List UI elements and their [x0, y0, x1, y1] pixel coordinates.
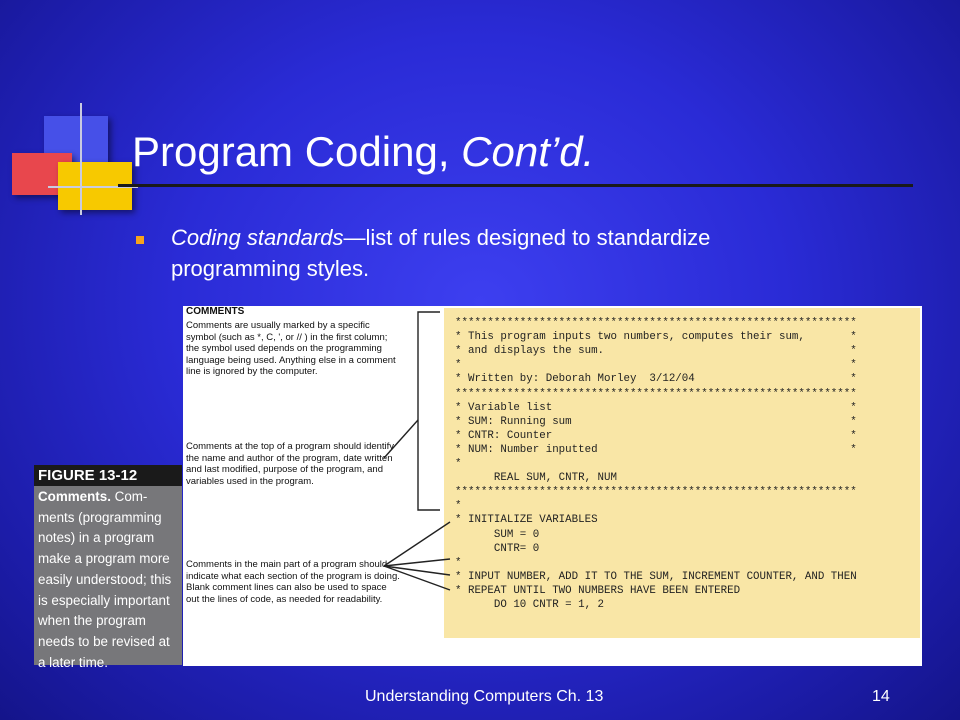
connector-4: [384, 566, 450, 590]
code-line: SUM = 0: [455, 528, 540, 541]
code-line: * CNTR: Counter *: [455, 429, 857, 442]
annotation-3: Comments in the main part of a program should indicate what each section of the program is doing. Blank comment lines can also be used to space out the lines of code, as needed for readability.: [186, 559, 400, 605]
connector-top: [384, 420, 418, 458]
annotation-2: Comments at the top of a program should identify the name and author of the program, date written and last modified, purpose of the program, and variables used in the program.: [186, 441, 395, 487]
annotation-1: Comments are usually marked by a specific symbol (such as *, C, ', or // ) in the first column; the symbol used depends on the programming language being used. Anything else in a comment line is ignored by the computer.: [186, 320, 396, 378]
code-line: *: [455, 458, 462, 470]
code-line: * INITIALIZE VARIABLES: [455, 514, 598, 527]
code-line: * REPEAT UNTIL TWO NUMBERS HAVE BEEN ENTERED: [455, 584, 741, 597]
code-line: * INPUT NUMBER, ADD IT TO THE SUM, INCREMENT COUNTER, AND THEN: [455, 570, 857, 583]
code-line: * and displays the sum. *: [455, 345, 857, 358]
code-line: * Written by: Deborah Morley 3/12/04 *: [455, 373, 857, 386]
page-number: 14: [872, 688, 890, 705]
code-line: DO 10 CNTR = 1, 2: [455, 599, 605, 611]
bracket-top: [418, 312, 440, 510]
bullet-text: Coding standards—list of rules designed to standardize programming styles.: [171, 225, 711, 281]
code-line: *: [455, 556, 462, 569]
code-line: CNTR= 0: [455, 542, 540, 555]
code-line: **************************************************************: [455, 387, 857, 400]
code-line: **************************************************************: [455, 486, 857, 499]
code-line: *: [455, 500, 462, 513]
code-line: * *: [455, 359, 857, 372]
figure-caption-heading: FIGURE 13-12: [34, 465, 182, 486]
code-line: REAL SUM, CNTR, NUM: [455, 472, 617, 485]
code-line: * This program inputs two numbers, computes their sum, *: [455, 331, 857, 344]
figure-caption: Comments. Com-ments (programming notes) in a program make a program more easily understood; this is especially important when the program needs to be revised at a later time.: [34, 486, 182, 665]
footer-title: Understanding Computers Ch. 13: [365, 688, 604, 705]
code-line: **************************************************************: [455, 317, 857, 329]
annotation-title: COMMENTS: [186, 306, 245, 317]
torn-edge: [444, 638, 920, 649]
code-line: * SUM: Running sum *: [455, 415, 857, 428]
code-line: * NUM: Number inputted *: [455, 443, 857, 456]
slide-title: Program Coding, Cont’d.: [132, 128, 595, 175]
connector-3: [384, 566, 450, 575]
code-line: * Variable list *: [455, 401, 857, 414]
